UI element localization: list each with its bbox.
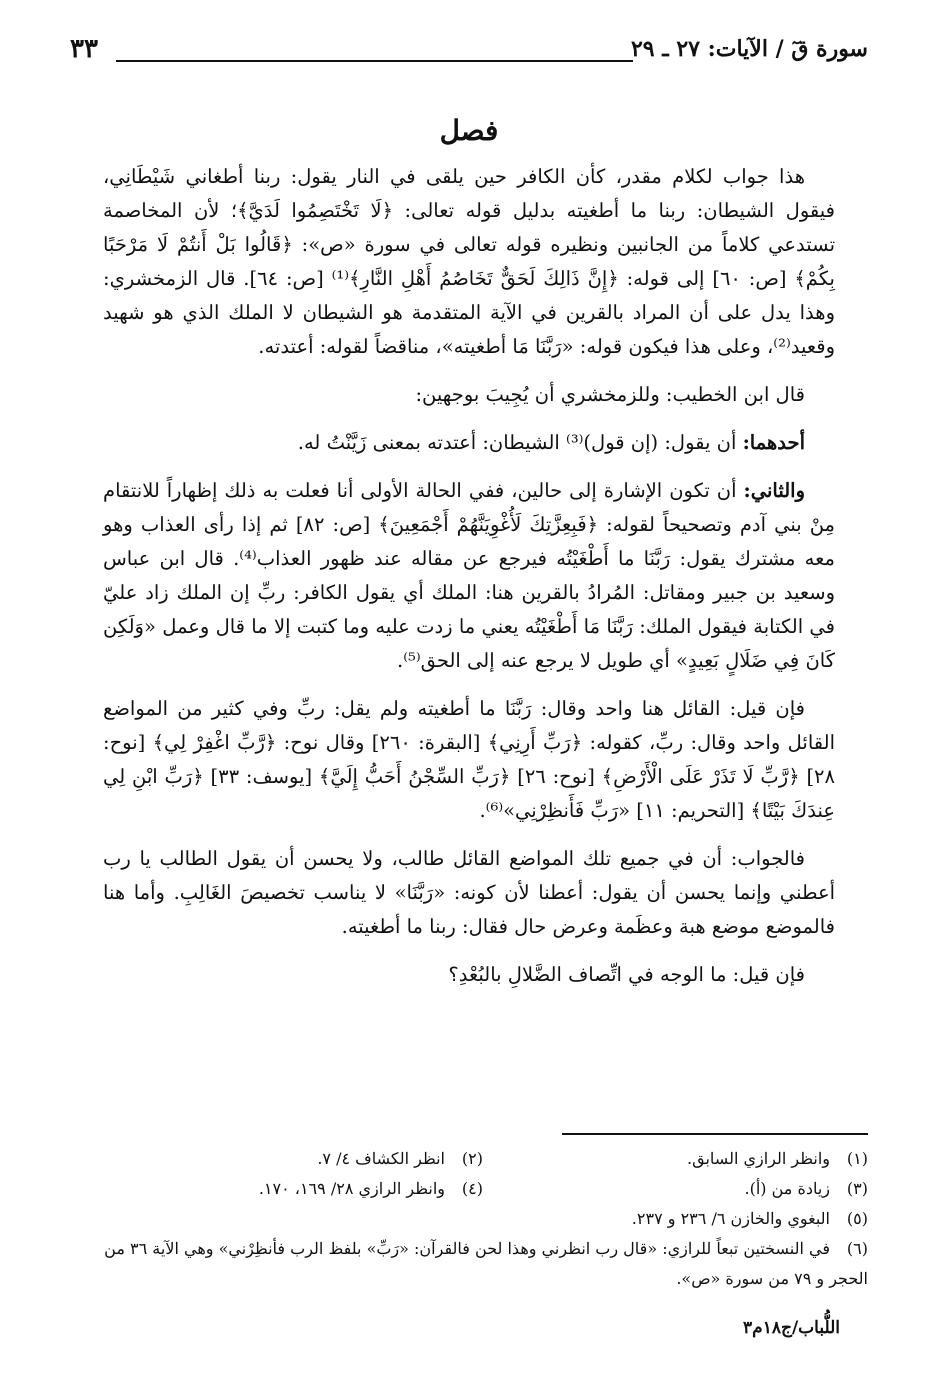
print-signature: اللُّباب/ج١٨م٣ xyxy=(743,1318,840,1338)
footnote xyxy=(98,1234,868,1294)
footnote xyxy=(483,1144,868,1174)
paragraph xyxy=(103,842,835,944)
footnote-number: (٣) xyxy=(846,1179,868,1198)
footnote xyxy=(98,1144,483,1174)
footnote-text: في النسختين تبعاً للرازي: «قال رب انظرني وهذا لحن فالقرآن: «رَبِّ» بلفظ الرب فأنظِرْني» وهي الآية ٣٦ من الحجر و ٧٩ من سورة «ص». xyxy=(104,1239,868,1288)
paragraph-lead: والثاني: xyxy=(743,479,805,502)
header-rule xyxy=(116,60,633,62)
paragraph-text: أن يقول: (إن قول)⁽³⁾ الشيطان: أعتدته بمعنى زَيَّنْتُ له. xyxy=(297,431,743,454)
footnote-rule xyxy=(562,1133,868,1135)
footnote-text: البغوي والخازن ٦/ ٢٣٦ و ٢٣٧. xyxy=(631,1209,830,1228)
paragraph-text: هذا جواب لكلام مقدر، كأن الكافر حين يلقى في النار يقول: ربنا أطغاني شَيْطَانِي، فيقول الشيطان: ربنا ما أطغيته بدليل قوله تعالى: ﴿لَا تَخْتَصِمُوا لَدَيَّ﴾؛ لأن المخاصمة تستدعي كلاماً من الجانبين ونظيره قوله تعالى في سورة «ص»: ﴿قَالُوا بَلْ أَنتُمْ لَا مَرْحَبًا بِكُمْ﴾ [ص: ٦٠] إلى قوله: ﴿إِنَّ ذَالِكَ لَحَقٌّ تَخَاصُمُ أَهْلِ النَّارِ﴾⁽¹⁾ [ص: ٦٤]. قال الزمخشري: وهذا يدل على أن المراد بالقرين في الآية المتقدمة هو الشيطان لا الملك الذي هو شهيد وقعيد⁽²⁾، وعلى هذا فيكون قوله: «رَبَّنَا مَا أطغيته»، مناقضاً لقوله: أعتدته. xyxy=(103,165,835,358)
page-header xyxy=(70,34,868,74)
paragraph-lead: أحدهما: xyxy=(742,431,805,454)
main-text xyxy=(103,160,835,1006)
paragraph-text: فإن قيل: القائل هنا واحد وقال: رَبَّنَا ما أطغيته ولم يقل: ربِّ وفي كثير من المواضع القائل واحد وقال: ربِّ، كقوله: ﴿رَبِّ أَرِنِي﴾ [البقرة: ٢٦٠] وقال نوح: ﴿رَّبِّ اغْفِرْ لِي﴾ [نوح: ٢٨] ﴿رَّبِّ لَا تَذَرْ عَلَى الْأَرْضِ﴾ [نوح: ٢٦] ﴿رَبِّ السِّجْنُ أَحَبُّ إِلَيَّ﴾ [يوسف: ٣٣] ﴿رَبِّ ابْنِ لِي عِندَكَ بَيْتًا﴾ [التحريم: ١١] «رَبِّ فَأَنظِرْنِي»⁽⁶⁾. xyxy=(103,697,835,822)
paragraph-text: فإن قيل: ما الوجه في اتِّصاف الضَّلالِ بالبُعْدِ؟ xyxy=(448,963,805,986)
paragraph-text: قال ابن الخطيب: وللزمخشري أن يُجِيبَ بوجهين: xyxy=(415,383,805,406)
footnote-number: (١) xyxy=(846,1149,868,1168)
page-number: ٣٣ xyxy=(70,34,98,64)
footnote-number: (٥) xyxy=(846,1209,868,1228)
footnote xyxy=(483,1174,868,1204)
paragraph xyxy=(103,160,835,364)
footnotes xyxy=(98,1144,868,1294)
paragraph xyxy=(103,426,835,460)
footnote xyxy=(98,1174,483,1204)
footnote-row xyxy=(98,1144,868,1174)
paragraph xyxy=(103,378,835,412)
footnote xyxy=(98,1204,868,1234)
paragraph xyxy=(103,958,835,992)
section-title: فصل xyxy=(439,114,499,147)
running-title: سورة قٓ / الآيات: ٢٧ ـ ٢٩ xyxy=(630,36,868,62)
footnote-text: انظر الكشاف ٤/ ٧. xyxy=(317,1149,445,1168)
paragraph-text: أن تكون الإشارة إلى حالين، ففي الحالة الأولى أنا فعلت به ذلك إظهاراً للانتقام مِنْ بني آدم وتصحيحاً لقوله: ﴿فَبِعِزَّتِكَ لَأُغْوِيَنَّهُمْ أَجْمَعِينَ﴾ [ص: ٨٢] ثم إذا رأى العذاب وهو معه مشترك يقول: رَبَّنَا ما أَطْغَيْتُه فيرجع عن مقاله عند ظهور العذاب⁽⁴⁾. قال ابن عباس وسعيد بن جبير ومقاتل: المُرادُ بالقرين هنا: الملك أي يقول الكافر: ربِّ إن الملك زاد عليّ في الكتابة فيقول الملك: رَبَّنَا مَا أَطْغَيْتُه يعني ما زدت عليه وما كتبت إلا ما قال وعمل «وَلَكِن كَانَ فِي ضَلَالٍ بَعِيدٍ» أي طويل لا يرجع عنه إلى الحق⁽⁵⁾. xyxy=(103,479,835,672)
footnote-number: (٢) xyxy=(461,1149,483,1168)
footnote-text: وانظر الرازي السابق. xyxy=(687,1149,830,1168)
paragraph xyxy=(103,474,835,678)
footnote-number: (٤) xyxy=(461,1179,483,1198)
footnote-number: (٦) xyxy=(846,1239,868,1258)
paragraph-text: فالجواب: أن في جميع تلك المواضع القائل طالب، ولا يحسن أن يقول الطالب يا رب أعطني وإنما يحسن أن يقول: أعطنا لأن كونه: «رَبَّنَا» لا يناسب تخصيصَ الغَالِبِ. وأما هنا فالموضع موضع هبة وعظَمة وعرض حال فقال: ربنا ما أطغيته. xyxy=(103,847,835,938)
paragraph xyxy=(103,692,835,828)
footnote-text: زيادة من (أ). xyxy=(744,1179,830,1198)
footnote-row xyxy=(98,1174,868,1204)
footnote-text: وانظر الرازي ٢٨/ ١٦٩، ١٧٠. xyxy=(258,1179,445,1198)
